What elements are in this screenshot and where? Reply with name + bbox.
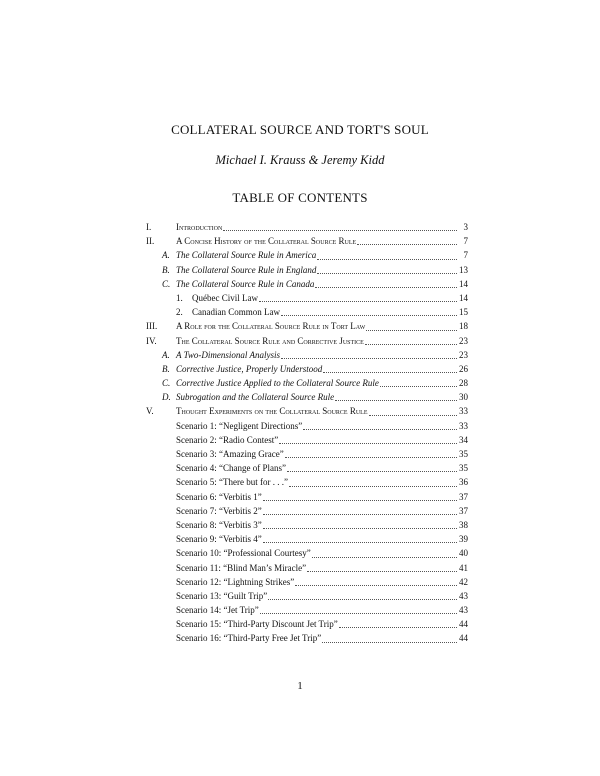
toc-entry[interactable] <box>146 263 468 277</box>
dot-leader <box>287 471 457 472</box>
toc-entry-number: B. <box>162 264 170 275</box>
toc-entry-page: 35 <box>459 449 468 459</box>
toc-entry-page: 37 <box>459 491 468 502</box>
toc-entry-title: A Concise History of the Collateral Source Rule <box>176 236 357 247</box>
toc-entry-page: 7 <box>463 236 468 247</box>
toc-entry-number: A. <box>162 349 170 360</box>
toc-entry-page: 37 <box>459 505 468 516</box>
toc-entry-number: III. <box>146 321 158 332</box>
toc-entry[interactable] <box>146 504 468 518</box>
toc-entry-page: 13 <box>459 264 468 275</box>
toc-entry-title: Scenario 6: “Verbitis 1” <box>176 491 262 502</box>
toc-entry-number: I. <box>146 222 152 232</box>
dot-leader <box>312 557 457 558</box>
toc-entry-page: 3 <box>463 222 468 232</box>
toc-entry-title: Scenario 10: “Professional Courtesy” <box>176 548 311 559</box>
toc-entry-title: Scenario 8: “Verbitis 3” <box>176 519 262 530</box>
toc-entry-number: C. <box>162 378 171 389</box>
toc-entry-title: The Collateral Source Rule and Corrective Justice <box>176 335 364 346</box>
toc-entry-title: Scenario 12: “Lightning Strikes” <box>176 576 295 587</box>
toc-entry-title: A Two-Dimensional Analysis <box>176 349 281 360</box>
dot-leader <box>307 571 457 572</box>
toc-entry-page: 44 <box>459 619 468 630</box>
dot-leader <box>260 613 457 614</box>
toc-entry[interactable] <box>146 561 468 575</box>
dot-leader <box>279 443 457 444</box>
toc-entry-title: The Collateral Source Rule in England <box>176 264 317 275</box>
toc-entry-title: Scenario 2: “Radio Contest” <box>176 434 279 445</box>
table-of-contents <box>146 220 468 646</box>
toc-entry-number: A. <box>162 250 170 261</box>
dot-leader <box>339 627 457 628</box>
toc-entry-page: 43 <box>459 590 468 601</box>
toc-entry-title: A Role for the Collateral Source Rule in Tort Law <box>176 321 366 332</box>
dot-leader <box>369 415 458 416</box>
toc-entry-page: 28 <box>459 378 468 389</box>
toc-entry-page: 18 <box>459 321 468 332</box>
dot-leader <box>263 542 457 543</box>
toc-entry-title: Scenario 11: “Blind Man’s Miracle” <box>176 562 307 573</box>
toc-entry-title: Subrogation and the Collateral Source Rule <box>176 392 335 403</box>
dot-leader <box>295 585 457 586</box>
toc-entry-title: Canadian Common Law <box>192 307 280 318</box>
dot-leader <box>285 457 457 458</box>
toc-entry[interactable] <box>146 518 468 532</box>
dot-leader <box>259 301 457 302</box>
dot-leader <box>289 486 457 487</box>
dot-leader <box>303 429 457 430</box>
dot-leader <box>366 330 457 331</box>
toc-entry-page: 33 <box>459 420 468 431</box>
toc-entry[interactable] <box>146 447 468 461</box>
toc-entry[interactable] <box>146 291 468 305</box>
toc-entry-page: 40 <box>459 548 468 559</box>
dot-leader <box>322 642 457 643</box>
toc-entry-page: 38 <box>459 519 468 530</box>
toc-entry[interactable] <box>146 376 468 390</box>
toc-entry-title: Corrective Justice, Properly Understood <box>176 363 323 374</box>
toc-entry[interactable] <box>146 433 468 447</box>
dot-leader <box>281 358 457 359</box>
author-line: Michael I. Krauss & Jeremy Kidd <box>215 153 385 167</box>
toc-entry[interactable] <box>146 575 468 589</box>
toc-entry-number: V. <box>146 406 154 417</box>
toc-entry-page: 14 <box>459 278 468 289</box>
toc-entry-title: Québec Civil Law <box>192 292 258 303</box>
dot-leader <box>268 599 457 600</box>
toc-entry[interactable] <box>146 404 468 418</box>
toc-entry-number: C. <box>162 278 171 289</box>
toc-entry-page: 7 <box>463 250 468 261</box>
toc-entry[interactable] <box>146 277 468 291</box>
toc-entry-title: Scenario 15: “Third-Party Discount Jet Trip” <box>176 619 338 630</box>
toc-entry-title: The Collateral Source Rule in America <box>176 250 317 261</box>
dot-leader <box>335 400 457 401</box>
toc-entry[interactable] <box>146 234 468 248</box>
toc-entry-title: The Collateral Source Rule in Canada <box>176 278 315 289</box>
toc-entry[interactable] <box>146 617 468 631</box>
toc-entry[interactable] <box>146 461 468 475</box>
toc-entry-number: B. <box>162 363 170 374</box>
toc-entry-page: 23 <box>459 349 468 360</box>
toc-entry[interactable] <box>146 532 468 546</box>
dot-leader <box>315 287 457 288</box>
toc-entry-page: 33 <box>459 406 468 417</box>
toc-entry-title: Scenario 16: “Third-Party Free Jet Trip” <box>176 633 322 644</box>
toc-entry[interactable] <box>146 220 468 234</box>
page-number: 1 <box>297 680 303 692</box>
toc-entry-title: Scenario 1: “Negligent Directions” <box>176 420 303 431</box>
toc-entry[interactable] <box>146 475 468 489</box>
toc-entry-title: Scenario 3: “Amazing Grace” <box>176 449 284 459</box>
toc-entry-number: 2. <box>176 307 183 318</box>
toc-entry-title: Scenario 14: “Jet Trip” <box>176 605 259 616</box>
toc-entry[interactable] <box>146 631 468 645</box>
dot-leader <box>263 500 457 501</box>
toc-entry-page: 26 <box>459 363 468 374</box>
toc-entry[interactable] <box>146 390 468 404</box>
dot-leader <box>317 273 457 274</box>
toc-entry-page: 15 <box>459 307 468 318</box>
toc-entry-title: Introduction <box>176 222 223 232</box>
toc-entry-page: 42 <box>459 576 468 587</box>
toc-entry-title: Corrective Justice Applied to the Collateral Source Rule <box>176 378 379 389</box>
toc-entry-title: Thought Experiments on the Collateral Source Rule <box>176 406 368 417</box>
toc-entry[interactable] <box>146 490 468 504</box>
toc-entry[interactable] <box>146 305 468 319</box>
toc-entry-number: IV. <box>146 335 157 346</box>
dot-leader <box>263 514 457 515</box>
toc-entry-page: 39 <box>459 534 468 545</box>
dot-leader <box>357 244 457 245</box>
toc-entry-title: Scenario 4: “Change of Plans” <box>176 463 286 474</box>
toc-entry-title: Scenario 7: “Verbitis 2” <box>176 505 262 516</box>
toc-entry-page: 36 <box>459 477 468 488</box>
article-title: COLLATERAL SOURCE AND TORT'S SOUL <box>171 122 429 137</box>
toc-entry-title: Scenario 5: “There but for . . .” <box>176 477 288 488</box>
toc-entry[interactable] <box>146 248 468 262</box>
dot-leader <box>380 386 457 387</box>
dot-leader <box>281 315 457 316</box>
toc-entry-title: Scenario 9: “Verbitis 4” <box>176 534 262 545</box>
toc-entry[interactable] <box>146 334 468 348</box>
toc-entry[interactable] <box>146 603 468 617</box>
toc-entry[interactable] <box>146 319 468 333</box>
toc-entry-number: 1. <box>176 292 183 303</box>
toc-entry-title: Scenario 13: “Guilt Trip” <box>176 590 268 601</box>
toc-entry-page: 35 <box>459 463 468 474</box>
toc-entry[interactable] <box>146 589 468 603</box>
toc-entry[interactable] <box>146 419 468 433</box>
dot-leader <box>223 230 457 231</box>
dot-leader <box>317 259 457 260</box>
toc-entry-page: 44 <box>459 633 468 644</box>
toc-entry-page: 30 <box>459 392 468 403</box>
toc-entry-page: 41 <box>459 562 468 573</box>
toc-entry-number: D. <box>162 392 171 403</box>
toc-entry-page: 23 <box>459 335 468 346</box>
toc-entry[interactable] <box>146 348 468 362</box>
dot-leader <box>365 344 457 345</box>
toc-entry-page: 34 <box>459 434 468 445</box>
toc-heading: TABLE OF CONTENTS <box>232 190 368 205</box>
toc-entry-page: 43 <box>459 605 468 616</box>
toc-entry[interactable] <box>146 546 468 560</box>
toc-entry[interactable] <box>146 362 468 376</box>
dot-leader <box>263 528 457 529</box>
toc-entry-number: II. <box>146 236 155 247</box>
dot-leader <box>323 372 457 373</box>
toc-entry-page: 14 <box>459 292 468 303</box>
